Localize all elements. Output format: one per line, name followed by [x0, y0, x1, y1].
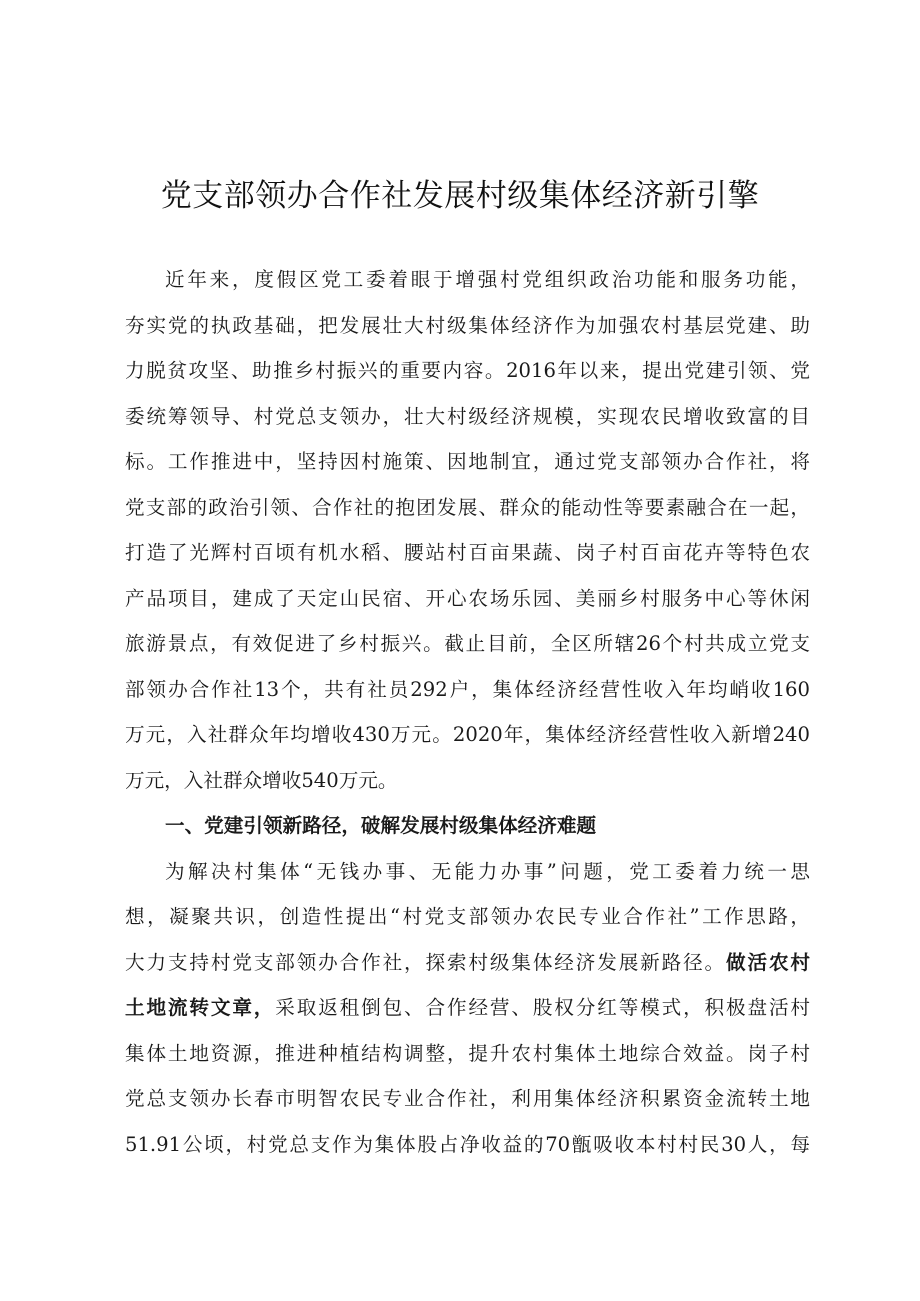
paragraph-line: 打造了光辉村百顷有机水稻、腰站村百亩果蔬、岗子村百亩花卉等特色农 [125, 541, 810, 564]
paragraph-text: 大力支持村党支部领办合作社，探索村级集体经济发展新路径。 [125, 950, 727, 974]
paragraph-line: 为解决村集体“无钱办事、无能力办事”问题，党工委着力统一思 [165, 859, 810, 883]
paragraph-line: 产品项目，建成了天定山民宿、开心农场乐园、美丽乡村服务中心等休闲 [125, 586, 810, 610]
paragraph-line: 部领办合作社13个，共有社员292户，集体经济经营性收入年均峭收160 [125, 677, 810, 701]
paragraph-line: 集体土地资源，推进种植结构调整，提升农村集体土地综合效益。岗子村 [125, 1041, 810, 1065]
document-body [125, 257, 810, 1167]
document-title: 党支部领办合作社发展村级集体经济新引擎 [160, 178, 760, 214]
paragraph-line [125, 985, 810, 1031]
paragraph-line [125, 940, 810, 986]
section-heading: 一、党建引领新路径，破解发展村级集体经济难题 [165, 814, 597, 837]
paragraph-line: 万元，入社群众年均增收430万元。2020年，集体经济经营性收入新增240 [125, 723, 810, 746]
paragraph-line: 委统筹领导、村党总支领办，壮大村级经济规模，实现农民增收致富的目 [125, 404, 810, 428]
paragraph-line: 旅游景点，有效促进了乡村振兴。截止目前，全区所辖26个村共成立党支 [125, 632, 810, 655]
paragraph-line: 标。工作推进中，坚持因村施策、因地制宜，通过党支部领办合作社，将 [125, 450, 810, 473]
emphasis-text: 土地流转文章， [125, 996, 276, 1019]
paragraph-line: 想，凝聚共识，创造性提出“村党支部领办农民专业合作社”工作思路， [125, 905, 810, 928]
paragraph-line: 万元，入社群众增收540万元。 [125, 768, 398, 792]
paragraph-line: 党支部的政治引领、合作社的抱团发展、群众的能动性等要素融合在一起， [125, 495, 810, 519]
paragraph-line: 51.91公顷，村党总支作为集体股占净收益的70甑吸收本村村民30人，每 [125, 1132, 810, 1156]
paragraph-line: 党总支领办长春市明智农民专业合作社，利用集体经济积累资金流转土地 [125, 1087, 810, 1110]
emphasis-text: 做活农村 [726, 950, 811, 974]
paragraph-line: 近年来，度假区党工委着眼于增强村党组织政治功能和服务功能， [165, 268, 810, 291]
paragraph-text: 采取返租倒包、合作经营、股权分红等模式，积极盘活村 [275, 996, 811, 1019]
paragraph-line: 力脱贫攻坚、助推乡村振兴的重要内容。2016年以来，提出党建引领、党 [125, 359, 810, 382]
paragraph-line: 夯实党的执政基础，把发展壮大村级集体经济作为加强农村基层党建、助 [125, 313, 810, 337]
